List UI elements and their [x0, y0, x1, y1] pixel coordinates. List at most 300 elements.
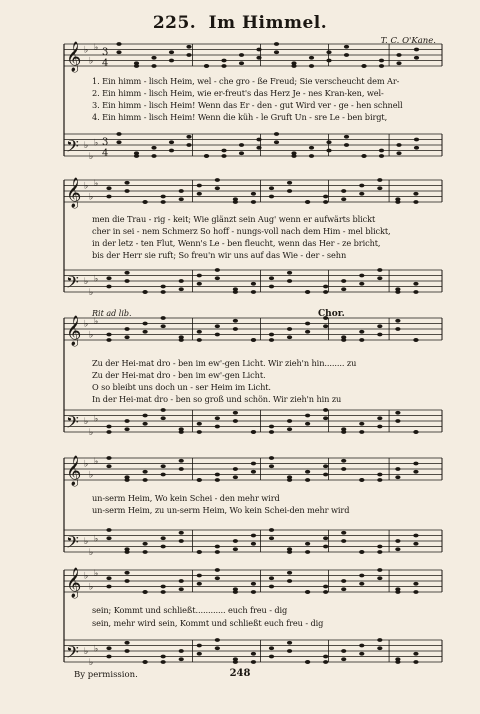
flat-sign: ♭	[84, 459, 89, 470]
time-signature: 3	[102, 47, 109, 58]
note-head	[233, 590, 238, 594]
note-head	[256, 146, 261, 150]
note-head	[161, 195, 166, 199]
note-head	[197, 582, 202, 586]
note-head	[179, 539, 184, 543]
note-head	[186, 143, 191, 147]
note-head	[395, 467, 400, 471]
note-head	[116, 50, 121, 54]
note-head	[251, 542, 256, 546]
note-head	[395, 200, 400, 204]
note-head	[215, 473, 220, 477]
note-head	[305, 322, 310, 326]
note-head	[143, 422, 148, 426]
note-head	[344, 53, 349, 57]
note-head	[143, 542, 148, 546]
note-head	[305, 414, 310, 418]
note-head	[124, 279, 129, 283]
note-head	[239, 143, 244, 147]
note-head	[143, 590, 148, 594]
note-head	[395, 327, 400, 331]
note-head	[161, 408, 166, 412]
note-head	[323, 290, 328, 294]
note-head	[377, 545, 382, 549]
note-head	[269, 276, 274, 280]
note-head	[323, 590, 328, 594]
flat-sign: ♭	[84, 319, 89, 330]
note-head	[414, 138, 419, 142]
note-head	[377, 268, 382, 272]
note-head	[143, 322, 148, 326]
note-head	[106, 536, 111, 540]
note-head	[413, 192, 418, 196]
lyric-line: In der Hei-mat dro - ben so groß und schön. Wir zieh'n hin zu	[92, 394, 342, 404]
note-head	[287, 327, 292, 331]
note-head	[186, 135, 191, 139]
permission-note: By permission.	[74, 670, 138, 680]
note-head	[287, 427, 292, 431]
note-head	[221, 64, 226, 68]
note-head	[106, 528, 111, 532]
lyric-line: O so bleibt uns doch un - ser Heim im Licht.	[92, 382, 271, 392]
note-head	[341, 459, 346, 463]
note-head	[204, 154, 209, 158]
note-head	[124, 181, 129, 185]
note-head	[269, 186, 274, 190]
note-head	[305, 422, 310, 426]
note-head	[291, 64, 296, 68]
note-head	[197, 338, 202, 342]
note-head	[359, 644, 364, 648]
flat-sign: ♭	[84, 537, 89, 547]
note-head	[341, 430, 346, 434]
note-head	[251, 590, 256, 594]
note-head	[287, 579, 292, 583]
lyric-line: 3. Ein himm - lisch Heim! Wenn das Er - den - gut Wird ver - ge - hen schnell	[92, 100, 403, 110]
lyric-line: bis der Herr sie ruft; So freu'n wir uns auf das Wie - der - sehn	[92, 250, 347, 260]
note-head	[215, 178, 220, 182]
note-head	[341, 657, 346, 661]
note-head	[305, 470, 310, 474]
note-head	[106, 285, 111, 289]
note-head	[413, 582, 418, 586]
note-head	[233, 475, 238, 479]
flat-sign: ♭	[84, 647, 89, 657]
note-head	[169, 50, 174, 54]
note-head	[106, 576, 111, 580]
note-head	[359, 652, 364, 656]
note-head	[233, 411, 238, 415]
note-head	[124, 327, 129, 331]
note-head	[197, 478, 202, 482]
note-head	[377, 638, 382, 642]
note-head	[161, 464, 166, 468]
note-head	[215, 638, 220, 642]
lyric-line: sein, mehr wird sein, Kommt und schließt euch freu - dig	[92, 618, 324, 628]
note-head	[309, 64, 314, 68]
note-head	[215, 186, 220, 190]
note-head	[287, 181, 292, 185]
note-head	[269, 464, 274, 468]
note-head	[215, 276, 220, 280]
note-head	[215, 425, 220, 429]
flat-sign: ♭	[89, 428, 94, 438]
note-head	[179, 287, 184, 291]
treble-clef: 𝄞	[66, 568, 82, 598]
note-head	[221, 154, 226, 158]
note-head	[413, 542, 418, 546]
note-head	[143, 550, 148, 554]
note-head	[124, 641, 129, 645]
lyric-line: 2. Ein himm - lisch Heim, wie er-freut's das Herz Je - nes Kran-ken, wel-	[92, 88, 384, 98]
note-head	[233, 660, 238, 664]
note-head	[215, 324, 220, 328]
time-signature: 3	[102, 137, 109, 148]
lyric-line: sein; Kommt und schließt............ euch freu - dig	[92, 605, 288, 615]
note-head	[106, 276, 111, 280]
note-head	[269, 195, 274, 199]
flat-sign: ♭	[94, 274, 99, 285]
note-head	[233, 290, 238, 294]
note-head	[197, 192, 202, 196]
flat-sign: ♭	[89, 548, 94, 558]
note-head	[309, 146, 314, 150]
note-head	[197, 574, 202, 578]
note-head	[233, 467, 238, 471]
note-head	[377, 186, 382, 190]
note-head	[124, 189, 129, 193]
note-head	[305, 200, 310, 204]
note-head	[269, 536, 274, 540]
flat-sign: ♭	[94, 456, 99, 467]
note-head	[269, 646, 274, 650]
note-head	[323, 536, 328, 540]
note-head	[215, 478, 220, 482]
note-head	[344, 45, 349, 49]
flat-sign: ♭	[89, 288, 94, 298]
flat-sign: ♭	[89, 152, 94, 162]
chorus-label: Chor.	[318, 309, 345, 319]
note-head	[116, 42, 121, 46]
note-head	[197, 430, 202, 434]
note-head	[169, 149, 174, 153]
note-head	[323, 585, 328, 589]
note-head	[274, 50, 279, 54]
note-head	[124, 550, 129, 554]
note-head	[326, 59, 331, 63]
lyric-line: men die Trau - rig - keit; Wie glänzt sein Aug' wenn er aufwärts blickt	[92, 214, 376, 224]
note-head	[287, 550, 292, 554]
flat-sign: ♭	[94, 568, 99, 579]
note-head	[305, 550, 310, 554]
note-head	[215, 568, 220, 572]
note-head	[161, 473, 166, 477]
note-head	[269, 528, 274, 532]
note-head	[359, 574, 364, 578]
note-head	[326, 50, 331, 54]
note-head	[124, 571, 129, 575]
note-head	[197, 274, 202, 278]
note-head	[323, 285, 328, 289]
note-head	[377, 324, 382, 328]
note-head	[106, 425, 111, 429]
note-head	[359, 330, 364, 334]
note-head	[106, 333, 111, 337]
note-head	[344, 143, 349, 147]
note-head	[251, 290, 256, 294]
note-head	[287, 335, 292, 339]
note-head	[323, 655, 328, 659]
note-head	[361, 64, 366, 68]
note-head	[215, 576, 220, 580]
note-head	[341, 539, 346, 543]
lyric-line: Zu der Hei-mat dro - ben im ew'-gen Licht.	[92, 370, 266, 380]
flat-sign: ♭	[94, 178, 99, 189]
note-head	[305, 330, 310, 334]
lyric-line: un-serm Heim, zu un-serm Heim, Wo kein Schei-den mehr wird	[92, 505, 350, 515]
note-head	[395, 290, 400, 294]
note-head	[413, 660, 418, 664]
time-signature: 4	[102, 148, 109, 159]
note-head	[143, 660, 148, 664]
note-head	[204, 64, 209, 68]
note-head	[291, 154, 296, 158]
note-head	[395, 411, 400, 415]
note-head	[341, 197, 346, 201]
lyric-line: 1. Ein himm - lisch Heim, wel - che gro - ße Freud; Sie verscheucht dem Ar-	[92, 76, 400, 86]
note-head	[197, 282, 202, 286]
note-head	[287, 478, 292, 482]
note-head	[251, 282, 256, 286]
note-head	[239, 53, 244, 57]
note-head	[323, 408, 328, 412]
note-head	[287, 189, 292, 193]
note-head	[359, 282, 364, 286]
treble-clef: 𝄞	[66, 316, 82, 346]
note-head	[359, 550, 364, 554]
note-head	[287, 279, 292, 283]
note-head	[251, 192, 256, 196]
flat-sign: ♭	[94, 138, 99, 149]
note-head	[414, 146, 419, 150]
note-head	[106, 186, 111, 190]
note-head	[106, 456, 111, 460]
note-head	[161, 290, 166, 294]
note-head	[239, 151, 244, 155]
note-head	[309, 56, 314, 60]
note-head	[414, 48, 419, 52]
note-head	[124, 419, 129, 423]
note-head	[106, 655, 111, 659]
note-head	[143, 470, 148, 474]
note-head	[323, 416, 328, 420]
note-head	[396, 53, 401, 57]
note-head	[414, 56, 419, 60]
flat-sign: ♭	[89, 192, 94, 203]
note-head	[186, 53, 191, 57]
note-head	[251, 338, 256, 342]
note-head	[251, 652, 256, 656]
note-head	[161, 200, 166, 204]
note-head	[413, 534, 418, 538]
note-head	[106, 464, 111, 468]
page-number: 248	[229, 668, 251, 679]
note-head	[186, 45, 191, 49]
note-head	[221, 149, 226, 153]
note-head	[269, 425, 274, 429]
flat-sign: ♭	[84, 417, 89, 427]
hymn-number: 225.	[152, 13, 197, 33]
note-head	[287, 419, 292, 423]
bass-clef: 𝄢	[66, 642, 79, 666]
note-head	[359, 422, 364, 426]
note-head	[323, 545, 328, 549]
note-head	[251, 660, 256, 664]
note-head	[233, 200, 238, 204]
note-head	[323, 660, 328, 664]
note-head	[305, 660, 310, 664]
note-head	[341, 467, 346, 471]
note-head	[161, 324, 166, 328]
flat-sign: ♭	[84, 141, 89, 151]
flat-sign: ♭	[94, 316, 99, 327]
note-head	[179, 657, 184, 661]
note-head	[341, 279, 346, 283]
note-head	[341, 189, 346, 193]
note-head	[377, 333, 382, 337]
note-head	[379, 149, 384, 153]
flat-sign: ♭	[94, 534, 99, 545]
note-head	[377, 416, 382, 420]
lyric-line: cher in sei - nem Schmerz So hoff - nungs-voll nach dem Him - mel blickt,	[92, 226, 391, 236]
note-head	[269, 456, 274, 460]
lyric-line: in der letz - ten Flut, Wenn's Le - ben fleucht, wenn das Her - ze bricht,	[92, 238, 381, 248]
note-head	[359, 274, 364, 278]
note-head	[413, 338, 418, 342]
note-head	[179, 587, 184, 591]
note-head	[413, 652, 418, 656]
note-head	[215, 268, 220, 272]
bass-clef: 𝄢	[66, 532, 79, 556]
flat-sign: ♭	[84, 45, 89, 56]
note-head	[377, 473, 382, 477]
note-head	[197, 184, 202, 188]
note-head	[341, 338, 346, 342]
note-head	[287, 649, 292, 653]
note-head	[124, 649, 129, 653]
note-head	[161, 655, 166, 659]
note-head	[305, 590, 310, 594]
bass-clef: 𝄢	[66, 272, 79, 296]
note-head	[309, 154, 314, 158]
note-head	[179, 649, 184, 653]
note-head	[143, 290, 148, 294]
note-head	[106, 646, 111, 650]
note-head	[134, 64, 139, 68]
note-head	[221, 59, 226, 63]
note-head	[269, 285, 274, 289]
flat-sign: ♭	[94, 644, 99, 655]
note-head	[395, 590, 400, 594]
note-head	[274, 132, 279, 136]
note-head	[179, 579, 184, 583]
note-head	[344, 135, 349, 139]
note-head	[161, 536, 166, 540]
note-head	[269, 338, 274, 342]
note-head	[396, 61, 401, 65]
note-head	[124, 271, 129, 275]
note-head	[379, 59, 384, 63]
note-head	[233, 327, 238, 331]
note-head	[215, 416, 220, 420]
note-head	[326, 140, 331, 144]
note-head	[106, 585, 111, 589]
note-head	[341, 531, 346, 535]
note-head	[269, 585, 274, 589]
note-head	[116, 132, 121, 136]
note-head	[143, 330, 148, 334]
note-head	[169, 59, 174, 63]
note-head	[215, 646, 220, 650]
note-head	[377, 276, 382, 280]
note-head	[377, 425, 382, 429]
note-head	[251, 534, 256, 538]
flat-sign: ♭	[84, 571, 89, 582]
note-head	[274, 42, 279, 46]
flat-sign: ♭	[89, 56, 94, 67]
note-head	[215, 545, 220, 549]
note-head	[124, 427, 129, 431]
note-head	[233, 539, 238, 543]
note-head	[251, 462, 256, 466]
note-head	[323, 464, 328, 468]
note-head	[377, 178, 382, 182]
note-head	[359, 582, 364, 586]
note-head	[256, 56, 261, 60]
bass-clef: 𝄢	[66, 412, 79, 436]
note-head	[197, 330, 202, 334]
note-head	[143, 478, 148, 482]
note-head	[197, 550, 202, 554]
note-head	[341, 649, 346, 653]
note-head	[323, 195, 328, 199]
note-head	[197, 652, 202, 656]
note-head	[151, 56, 156, 60]
note-head	[413, 462, 418, 466]
note-head	[251, 200, 256, 204]
flat-sign: ♭	[89, 470, 94, 481]
lyric-line: un-serm Heim, Wo kein Schei - den mehr wird	[92, 493, 280, 503]
flat-sign: ♭	[94, 414, 99, 425]
note-head	[361, 154, 366, 158]
note-head	[179, 338, 184, 342]
bass-clef: 𝄢	[66, 136, 79, 160]
note-head	[269, 430, 274, 434]
note-head	[179, 189, 184, 193]
note-head	[239, 61, 244, 65]
composer-credit: T. C. O'Kane.	[380, 36, 436, 46]
note-head	[413, 290, 418, 294]
flat-sign: ♭	[89, 658, 94, 668]
note-head	[377, 576, 382, 580]
note-head	[359, 478, 364, 482]
note-head	[215, 333, 220, 337]
note-head	[377, 568, 382, 572]
note-head	[395, 539, 400, 543]
note-head	[396, 151, 401, 155]
note-head	[233, 319, 238, 323]
note-head	[124, 335, 129, 339]
